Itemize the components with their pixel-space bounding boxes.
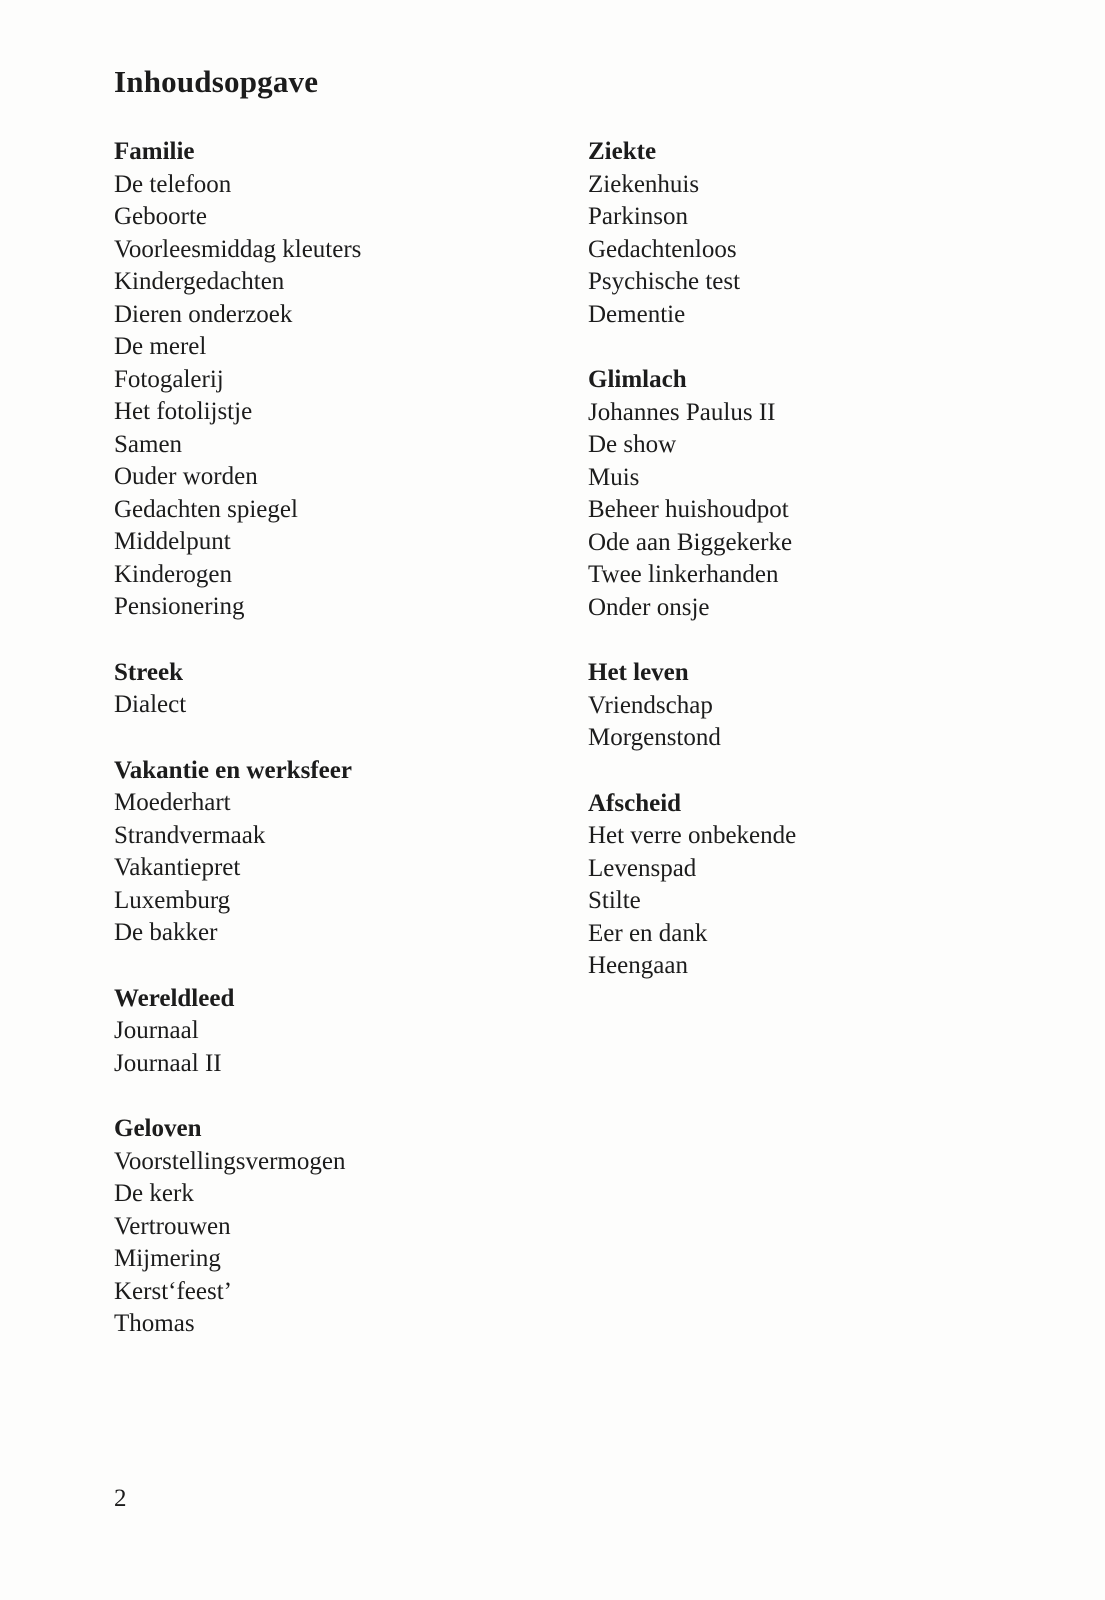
toc-entry: Thomas	[114, 1310, 195, 1337]
toc-entry: Luxemburg	[114, 886, 231, 914]
toc-entry: Dieren onderzoek	[114, 300, 293, 328]
toc-entry: Kerst‘feest’	[114, 1277, 232, 1305]
toc-entry: Stilte	[588, 887, 641, 914]
toc-entry: Johannes Paulus II	[588, 398, 776, 426]
page-title: Inhoudsopgave	[114, 64, 319, 99]
section-heading: Vakantie en werksfeer	[114, 756, 352, 784]
toc-entry: Heengaan	[588, 952, 688, 979]
section-heading: Wereldleed	[114, 984, 235, 1012]
toc-entry: Geboorte	[114, 203, 208, 230]
toc-entry: Ziekenhuis	[588, 170, 700, 198]
toc-entry: Dementie	[588, 300, 686, 328]
toc-entry: Journaal	[114, 1017, 199, 1044]
toc-entry: Ouder worden	[114, 463, 258, 490]
page-number: 2	[114, 1485, 127, 1512]
section-heading: Glimlach	[588, 366, 687, 393]
toc-entry: Onder onsje	[588, 593, 710, 621]
toc-entry: Vakantiepret	[114, 854, 241, 881]
toc-entry: De show	[588, 431, 677, 458]
toc-entry: Levenspad	[588, 854, 697, 882]
toc-section	[588, 136, 1008, 331]
toc-entry: Voorstellingsvermogen	[114, 1147, 346, 1175]
toc-entry: De merel	[114, 333, 207, 360]
toc-entry: Samen	[114, 430, 183, 458]
toc-entry: Journaal II	[114, 1049, 222, 1077]
toc-entry: Gedachten spiegel	[114, 495, 298, 523]
section-heading: Het leven	[588, 659, 689, 686]
toc-entry: Kindergedachten	[114, 268, 285, 295]
toc-section	[114, 136, 534, 624]
toc-entry: Strandvermaak	[114, 821, 266, 849]
toc-entry: Beheer huishoudpot	[588, 496, 789, 523]
toc-entry: Parkinson	[588, 203, 688, 230]
toc-entry: Middelpunt	[114, 528, 231, 555]
toc-entry: Ode aan Biggekerke	[588, 528, 793, 556]
toc-entry: Moederhart	[114, 789, 231, 816]
toc-entry: Vertrouwen	[114, 1212, 231, 1240]
toc-entry: Mijmering	[114, 1245, 221, 1272]
toc-entry: Dialect	[114, 691, 187, 718]
toc-entry: Het fotolijstje	[114, 398, 253, 425]
section-heading: Afscheid	[588, 789, 682, 817]
section-heading: Geloven	[114, 1115, 202, 1142]
toc-section	[588, 657, 1008, 755]
toc-entry: Muis	[588, 463, 640, 491]
toc-entry: Morgenstond	[588, 724, 721, 751]
toc-entry: Pensionering	[114, 593, 245, 620]
toc-entry: De kerk	[114, 1180, 194, 1207]
toc-entry: Gedachtenloos	[588, 235, 737, 263]
toc-section	[114, 657, 534, 722]
section-heading: Ziekte	[588, 138, 657, 165]
toc-entry: Het verre onbekende	[588, 822, 797, 849]
toc-entry: Eer en dank	[588, 919, 708, 947]
toc-section	[588, 364, 1008, 624]
toc-section	[588, 788, 1008, 983]
toc-section	[114, 983, 534, 1081]
toc-section	[114, 755, 534, 950]
toc-entry: Voorleesmiddag kleuters	[114, 235, 362, 263]
toc-column-left	[114, 136, 534, 1374]
toc-section	[114, 1113, 534, 1341]
toc-entry: Twee linkerhanden	[588, 561, 779, 588]
toc-entry: Vriendschap	[588, 691, 713, 719]
toc-column-right	[588, 136, 1008, 1016]
section-heading: Streek	[114, 658, 183, 686]
section-heading: Familie	[114, 138, 195, 165]
toc-entry: Fotogalerij	[114, 365, 224, 393]
toc-entry: De bakker	[114, 919, 218, 946]
toc-entry: De telefoon	[114, 170, 232, 198]
toc-entry: Kinderogen	[114, 560, 233, 588]
toc-entry: Psychische test	[588, 268, 741, 295]
